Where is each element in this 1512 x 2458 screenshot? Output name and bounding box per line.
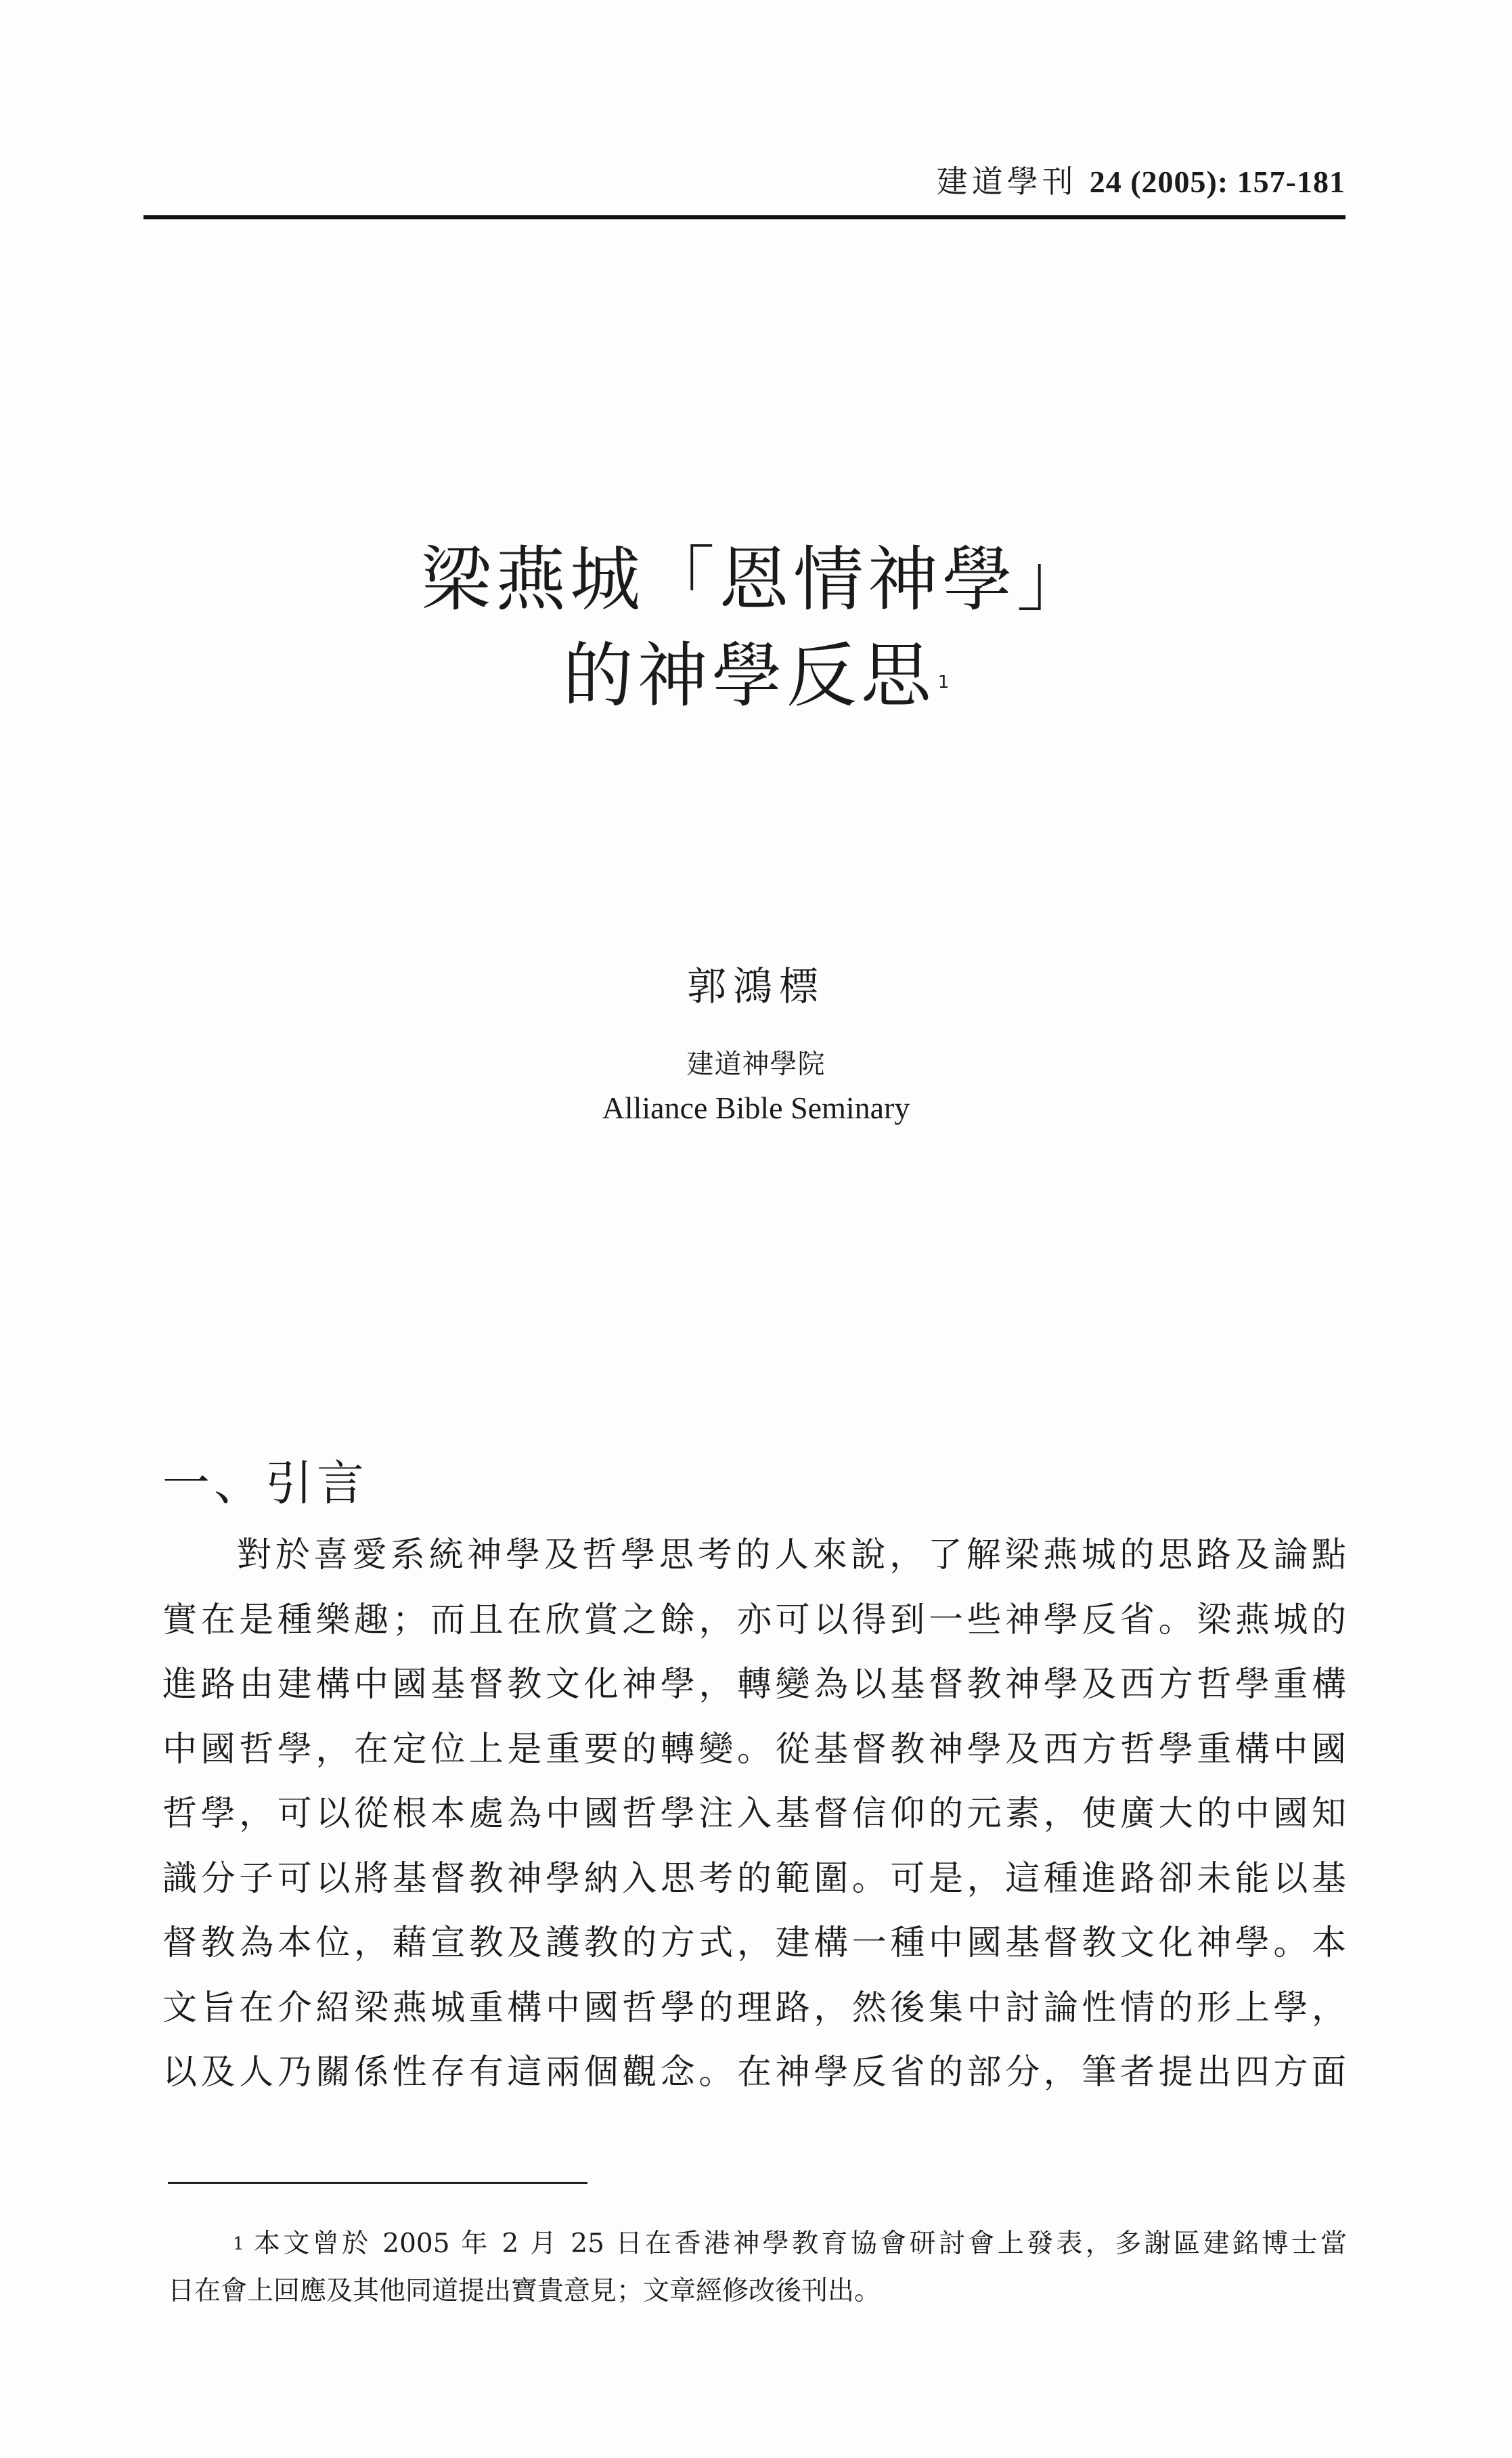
body-line: 實在是種樂趣；而且在欣賞之餘，亦可以得到一些神學反省。梁燕城的 [162, 1600, 1347, 1640]
affiliation-zh: 建道神學院 [686, 1049, 826, 1080]
header-rule [143, 215, 1346, 219]
footnote-line-1 [168, 2220, 1347, 2268]
body-line: 文旨在介紹梁燕城重構中國哲學的理路，然後集中討論性情的形上學， [162, 1988, 1347, 2028]
author-name: 郭鴻標 [686, 963, 825, 1009]
title-line-2-text: 的神學反思 [562, 634, 935, 717]
title-line-1: 梁燕城「恩情神學」 [420, 538, 1091, 621]
body-line: 識分子可以將基督教神學納入思考的範圍。可是，這種進路卻未能以基 [162, 1858, 1347, 1899]
footnote-rule [168, 2182, 587, 2184]
body-line: 中國哲學，在定位上是重要的轉變。從基督教神學及西方哲學重構中國 [162, 1729, 1347, 1770]
body-line: 以及人乃關係性存有這兩個觀念。在神學反省的部分，筆者提出四方面 [162, 2053, 1347, 2092]
footnote-line-2: 日在會上回應及其他同道提出寶貴意見；文章經修改後刊出。 [168, 2276, 881, 2306]
citation: 24 (2005): 157-181 [1089, 164, 1346, 199]
body-line: 對於喜愛系統神學及哲學思考的人來說，了解梁燕城的思路及論點 [237, 1535, 1347, 1575]
journal-name: 建道學刊 [936, 163, 1077, 200]
footnote [168, 2220, 1347, 2315]
body-line: 督教為本位，藉宣教及護教的方式，建構一種中國基督教文化神學。本 [162, 1923, 1347, 1963]
title-footnote-mark[interactable]: 1 [937, 672, 950, 693]
body-line: 哲學，可以從根本處為中國哲學注入基督信仰的元素，使廣大的中國知 [162, 1794, 1347, 1834]
section-heading: 一、引言 [162, 1455, 368, 1511]
footnote-number: 1 [233, 2234, 244, 2254]
affiliation-en: Alliance Bible Seminary [602, 1091, 910, 1125]
footnote-line-1-text: 本文曾於 2005 年 2 月 25 日在香港神學教育協會研討會上發表，多謝區建銘博士當 [250, 2229, 1347, 2259]
body-line: 進路由建構中國基督教文化神學，轉變為以基督教神學及西方哲學重構 [162, 1665, 1347, 1705]
body-text [162, 1523, 1347, 2105]
running-head [937, 157, 1346, 202]
title-line-2 [0, 628, 1512, 724]
article-title [0, 531, 1512, 724]
